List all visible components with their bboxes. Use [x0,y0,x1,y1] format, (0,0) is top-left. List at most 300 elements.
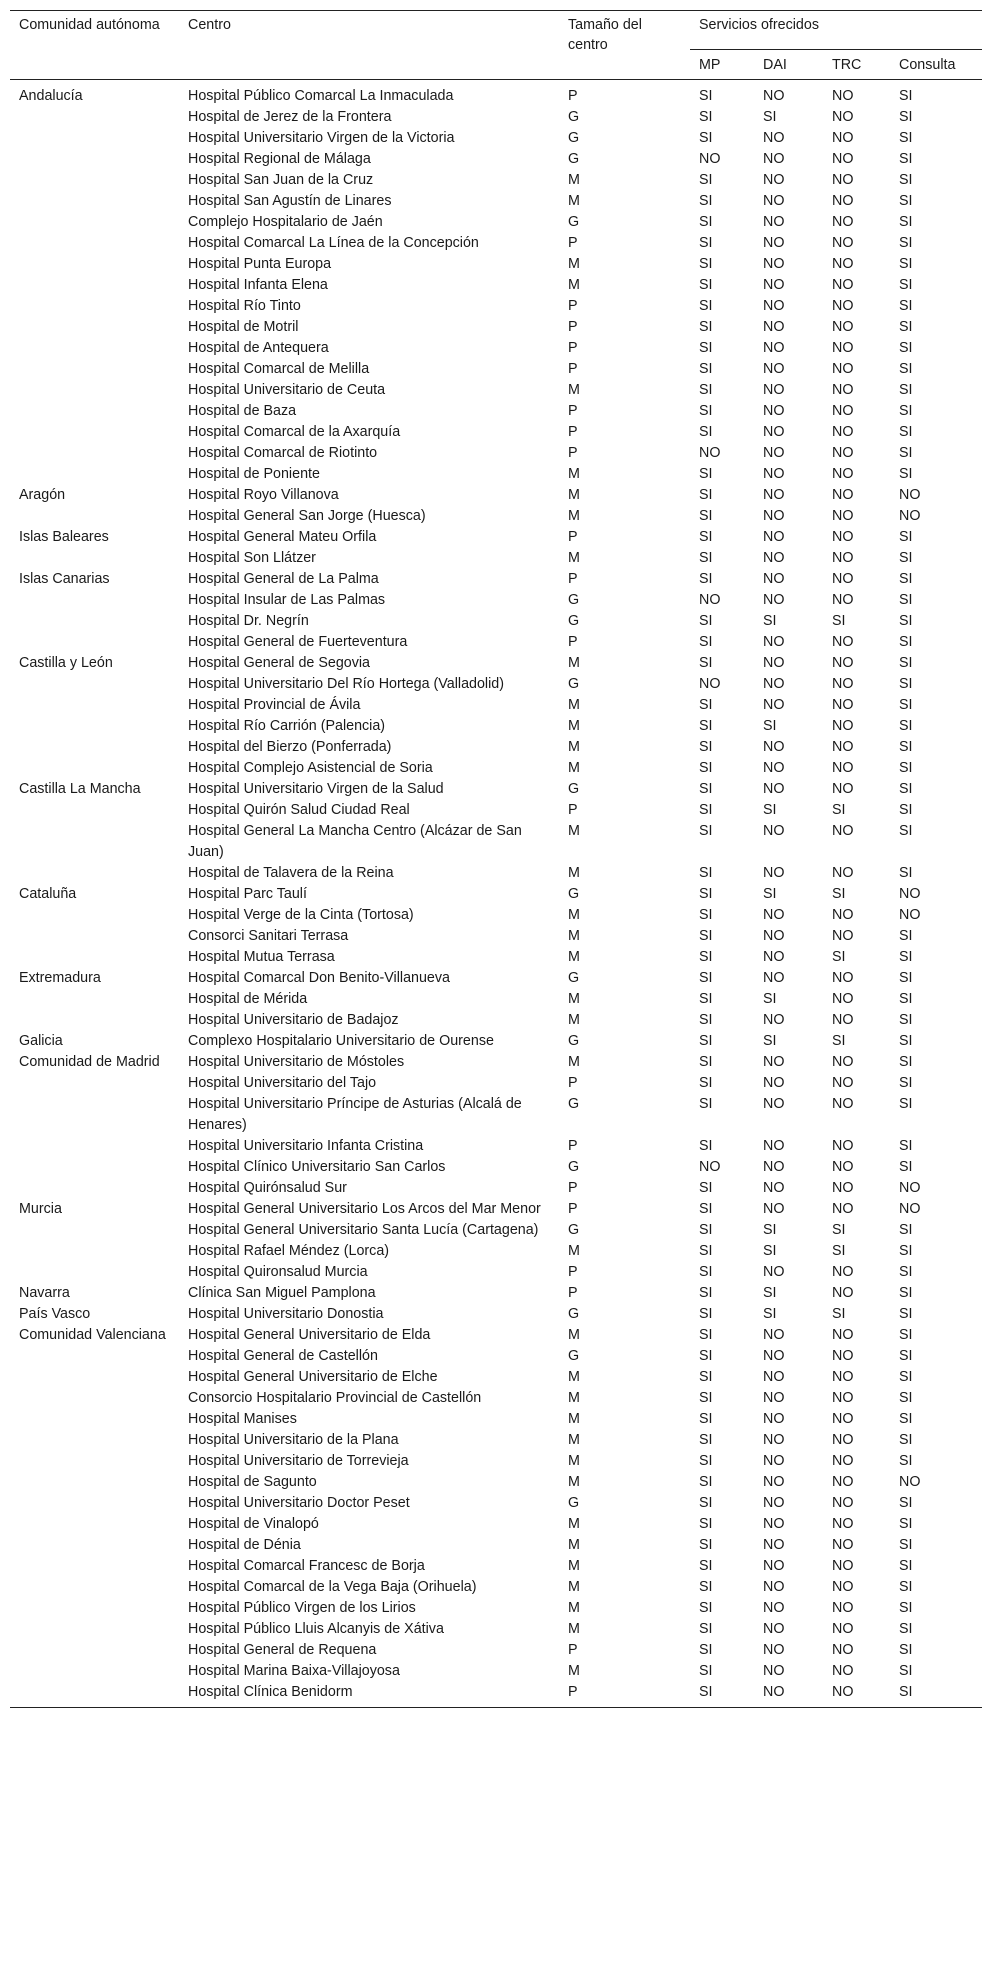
cell-size: G [568,970,580,986]
cell-size: G [568,214,580,230]
cell-size: M [568,907,580,923]
cell-trc: NO [832,172,854,188]
cell-community [10,359,179,380]
cell-center: Hospital Universitario de Móstoles [188,1054,405,1070]
cell-mp: SI [699,571,713,587]
cell-community [10,380,179,401]
cell-dai: NO [763,256,785,272]
cell-size: G [568,1159,580,1175]
cell-trc: NO [832,1579,854,1595]
cell-center: Hospital General Universitario Los Arcos del Mar Menor [188,1201,541,1217]
cell-dai: NO [763,1642,785,1658]
table-row [10,611,982,632]
cell-community: Extremadura [19,970,101,986]
table-row [10,1346,982,1367]
cell-trc: SI [832,802,846,818]
cell-mp: SI [699,760,713,776]
cell-size: M [568,949,580,965]
cell-size: M [568,1327,580,1343]
table-row [10,107,982,128]
cell-dai: NO [763,1558,785,1574]
cell-dai: NO [763,592,785,608]
table-row [10,863,982,884]
cell-community: Galicia [19,1033,63,1049]
cell-consulta: SI [899,424,913,440]
table-row [10,1178,982,1199]
cell-dai: NO [763,88,785,104]
cell-community: Navarra [19,1285,70,1301]
table-row [10,674,982,695]
cell-size: M [568,1516,580,1532]
table-body [10,80,982,1708]
cell-community [10,1220,179,1241]
cell-mp: SI [699,130,713,146]
table-row [10,464,982,485]
cell-size: P [568,1642,578,1658]
cell-center: Hospital Río Carrión (Palencia) [188,718,386,734]
cell-mp: SI [699,1033,713,1049]
cell-community [10,317,179,338]
cell-trc: NO [832,1012,854,1028]
cell-community: Comunidad de Madrid [19,1054,160,1070]
cell-community: Aragón [19,487,66,503]
cell-mp: SI [699,508,713,524]
table-row [10,296,982,317]
cell-center: Hospital General de Requena [188,1642,377,1658]
cell-dai: NO [763,1054,785,1070]
cell-consulta: SI [899,823,913,839]
cell-community [10,947,179,968]
cell-dai: NO [763,1537,785,1553]
header-consulta: Consulta [890,50,982,80]
cell-center: Hospital Son Llátzer [188,550,316,566]
cell-mp: SI [699,193,713,209]
cell-center: Hospital Público Lluis Alcanyis de Xátiva [188,1621,444,1637]
cell-community [10,926,179,947]
cell-community [10,107,179,128]
cell-trc: NO [832,1201,854,1217]
cell-size: M [568,172,580,188]
table-row [10,338,982,359]
cell-dai: NO [763,1600,785,1616]
cell-consulta: SI [899,865,913,881]
cell-consulta: SI [899,1075,913,1091]
cell-mp: SI [699,214,713,230]
cell-center: Hospital Universitario Infanta Cristina [188,1138,424,1154]
table-row [10,1262,982,1283]
cell-community [10,1430,179,1451]
cell-consulta: SI [899,739,913,755]
table-row [10,1304,982,1325]
cell-dai: NO [763,1453,785,1469]
cell-mp: SI [699,865,713,881]
cell-trc: SI [832,949,846,965]
cell-consulta: SI [899,760,913,776]
cell-community [10,275,179,296]
cell-dai: SI [763,718,777,734]
table-row [10,653,982,674]
cell-size: M [568,1432,580,1448]
cell-center: Hospital Comarcal La Línea de la Concepción [188,235,479,251]
cell-consulta: SI [899,634,913,650]
cell-size: G [568,781,580,797]
cell-trc: NO [832,634,854,650]
cell-mp: SI [699,172,713,188]
cell-community [10,1514,179,1535]
cell-trc: NO [832,1537,854,1553]
cell-center: Hospital Verge de la Cinta (Tortosa) [188,907,414,923]
cell-mp: SI [699,487,713,503]
cell-dai: NO [763,151,785,167]
table-row [10,1430,982,1451]
cell-consulta: SI [899,214,913,230]
cell-trc: NO [832,760,854,776]
cell-size: G [568,151,580,167]
cell-mp: SI [699,1537,713,1553]
cell-trc: NO [832,865,854,881]
cell-dai: NO [763,424,785,440]
cell-dai: NO [763,907,785,923]
cell-trc: NO [832,1474,854,1490]
cell-community: País Vasco [19,1306,91,1322]
cell-size: M [568,1411,580,1427]
cell-community [10,1367,179,1388]
cell-trc: NO [832,1516,854,1532]
cell-mp: SI [699,1579,713,1595]
cell-center: Clínica San Miguel Pamplona [188,1285,376,1301]
table-row [10,191,982,212]
table-row [10,1556,982,1577]
cell-center: Hospital Universitario Doctor Peset [188,1495,410,1511]
cell-consulta: SI [899,1054,913,1070]
cell-center: Hospital Punta Europa [188,256,332,272]
cell-dai: NO [763,340,785,356]
cell-mp: SI [699,886,713,902]
cell-center: Hospital San Juan de la Cruz [188,172,374,188]
cell-community [10,863,179,884]
cell-mp: NO [699,445,721,461]
cell-community [10,548,179,569]
cell-mp: SI [699,949,713,965]
cell-mp: SI [699,697,713,713]
cell-center: Hospital Comarcal de la Vega Baja (Orihuela) [188,1579,477,1595]
cell-mp: SI [699,1222,713,1238]
cell-consulta: SI [899,1537,913,1553]
cell-trc: NO [832,382,854,398]
cell-mp: SI [699,655,713,671]
cell-mp: SI [699,802,713,818]
cell-community [10,611,179,632]
cell-mp: SI [699,1621,713,1637]
table-row [10,170,982,191]
cell-trc: NO [832,1600,854,1616]
cell-center: Hospital Rafael Méndez (Lorca) [188,1243,390,1259]
cell-community [10,149,179,170]
table-row [10,1598,982,1619]
cell-community: Andalucía [19,88,83,104]
cell-trc: NO [832,1621,854,1637]
hospitals-table [10,10,982,1708]
cell-dai: NO [763,634,785,650]
table-header [10,11,982,80]
cell-size: M [568,739,580,755]
cell-mp: SI [699,970,713,986]
cell-center: Hospital Público Virgen de los Lirios [188,1600,416,1616]
cell-dai: NO [763,1621,785,1637]
cell-trc: NO [832,697,854,713]
table-row [10,1052,982,1073]
table-row [10,380,982,401]
cell-size: P [568,445,578,461]
cell-community [10,506,179,527]
cell-center: Hospital Quirónsalud Sur [188,1180,347,1196]
cell-community [10,1661,179,1682]
cell-dai: NO [763,1474,785,1490]
cell-center: Hospital de Jerez de la Frontera [188,109,392,125]
cell-size: P [568,1264,578,1280]
table-row [10,317,982,338]
cell-community: Cataluña [19,886,77,902]
cell-size: M [568,193,580,209]
cell-mp: SI [699,1180,713,1196]
cell-size: M [568,1012,580,1028]
cell-size: G [568,130,580,146]
table-row [10,149,982,170]
cell-community [10,989,179,1010]
cell-consulta: SI [899,151,913,167]
cell-center: Hospital de Antequera [188,340,329,356]
cell-community [10,716,179,737]
cell-center: Hospital Manises [188,1411,297,1427]
cell-mp: SI [699,1558,713,1574]
cell-size: P [568,529,578,545]
cell-mp: SI [699,1432,713,1448]
cell-center: Hospital General Universitario de Elche [188,1369,438,1385]
table-row [10,632,982,653]
cell-consulta: SI [899,802,913,818]
cell-trc: NO [832,1096,854,1112]
cell-consulta: SI [899,592,913,608]
cell-mp: SI [699,1306,713,1322]
cell-community: Castilla La Mancha [19,781,141,797]
table-row [10,1241,982,1262]
cell-consulta: SI [899,1516,913,1532]
cell-mp: SI [699,298,713,314]
cell-center: Hospital Comarcal Francesc de Borja [188,1558,425,1574]
cell-center: Hospital Público Comarcal La Inmaculada [188,88,454,104]
cell-dai: NO [763,1516,785,1532]
table-row [10,716,982,737]
cell-center: Hospital General de Segovia [188,655,370,671]
cell-mp: SI [699,1264,713,1280]
cell-consulta: NO [899,1201,921,1217]
cell-dai: NO [763,1180,785,1196]
cell-dai: NO [763,403,785,419]
cell-trc: NO [832,235,854,251]
cell-size: P [568,1285,578,1301]
cell-community: Islas Canarias [19,571,110,587]
cell-size: G [568,592,580,608]
cell-consulta: NO [899,1474,921,1490]
cell-size: P [568,361,578,377]
cell-size: G [568,1306,580,1322]
cell-size: P [568,634,578,650]
cell-size: M [568,487,580,503]
cell-community [10,128,179,149]
cell-dai: NO [763,823,785,839]
cell-dai: NO [763,193,785,209]
cell-dai: NO [763,949,785,965]
cell-size: M [568,865,580,881]
table-row [10,254,982,275]
cell-size: P [568,1075,578,1091]
cell-dai: NO [763,319,785,335]
cell-trc: NO [832,1663,854,1679]
cell-center: Hospital Quironsalud Murcia [188,1264,368,1280]
cell-dai: NO [763,130,785,146]
cell-trc: NO [832,1495,854,1511]
cell-consulta: SI [899,1348,913,1364]
cell-consulta: NO [899,1180,921,1196]
cell-size: M [568,1579,580,1595]
cell-trc: NO [832,1327,854,1343]
cell-consulta: SI [899,529,913,545]
cell-dai: SI [763,802,777,818]
cell-consulta: SI [899,1579,913,1595]
cell-trc: NO [832,1159,854,1175]
cell-dai: NO [763,1495,785,1511]
cell-center: Hospital Marina Baixa-Villajoyosa [188,1663,400,1679]
cell-consulta: NO [899,487,921,503]
cell-mp: SI [699,403,713,419]
cell-size: M [568,1369,580,1385]
cell-dai: NO [763,1579,785,1595]
cell-consulta: SI [899,949,913,965]
cell-trc: NO [832,466,854,482]
cell-size: P [568,403,578,419]
cell-mp: NO [699,592,721,608]
table-row [10,359,982,380]
cell-mp: SI [699,1474,713,1490]
cell-community [10,758,179,779]
header-trc: TRC [823,50,890,80]
cell-center: Hospital Parc Taulí [188,886,307,902]
cell-trc: SI [832,613,846,629]
cell-dai: NO [763,529,785,545]
cell-center: Hospital Dr. Negrín [188,613,309,629]
cell-mp: SI [699,319,713,335]
cell-trc: NO [832,1138,854,1154]
cell-dai: SI [763,1243,777,1259]
table-row [10,1283,982,1304]
cell-center: Hospital General Mateu Orfila [188,529,377,545]
cell-consulta: SI [899,550,913,566]
cell-community [10,1073,179,1094]
cell-community [10,737,179,758]
cell-size: M [568,928,580,944]
cell-dai: NO [763,445,785,461]
table-row [10,590,982,611]
cell-size: M [568,550,580,566]
header-mp: MP [690,50,754,80]
cell-mp: SI [699,1516,713,1532]
table-row [10,1472,982,1493]
cell-mp: SI [699,1285,713,1301]
cell-trc: NO [832,1390,854,1406]
cell-trc: NO [832,676,854,692]
cell-center: Hospital de Baza [188,403,297,419]
table-row [10,443,982,464]
table-row [10,212,982,233]
cell-community: Murcia [19,1201,62,1217]
cell-trc: NO [832,907,854,923]
cell-mp: SI [699,1075,713,1091]
cell-size: P [568,424,578,440]
cell-mp: SI [699,88,713,104]
cell-community [10,1640,179,1661]
cell-center: Hospital Universitario Príncipe de Asturias (Alcalá de Henares) [188,1096,522,1133]
cell-size: M [568,1600,580,1616]
table-row [10,128,982,149]
cell-mp: SI [699,109,713,125]
cell-consulta: SI [899,256,913,272]
cell-size: M [568,256,580,272]
cell-community [10,1346,179,1367]
cell-size: P [568,802,578,818]
cell-dai: NO [763,1663,785,1679]
cell-trc: SI [832,1222,846,1238]
cell-community [10,191,179,212]
cell-consulta: SI [899,781,913,797]
cell-mp: SI [699,235,713,251]
cell-community [10,1010,179,1031]
cell-trc: NO [832,1432,854,1448]
cell-consulta: SI [899,1642,913,1658]
cell-trc: NO [832,823,854,839]
cell-center: Hospital Universitario de Torrevieja [188,1453,409,1469]
cell-size: P [568,1180,578,1196]
cell-size: P [568,1201,578,1217]
cell-size: G [568,1096,580,1112]
cell-community [10,1388,179,1409]
table-row [10,1073,982,1094]
cell-consulta: SI [899,193,913,209]
cell-consulta: SI [899,1558,913,1574]
cell-community [10,632,179,653]
cell-center: Hospital Comarcal de la Axarquía [188,424,401,440]
cell-trc: NO [832,403,854,419]
cell-mp: SI [699,1390,713,1406]
cell-community: Castilla y León [19,655,113,671]
cell-dai: NO [763,361,785,377]
cell-dai: SI [763,109,777,125]
cell-center: Hospital Complejo Asistencial de Soria [188,760,433,776]
table-row [10,1409,982,1430]
cell-center: Hospital General San Jorge (Huesca) [188,508,426,524]
cell-dai: NO [763,1348,785,1364]
cell-trc: NO [832,151,854,167]
cell-mp: SI [699,277,713,293]
table-row [10,779,982,800]
cell-consulta: NO [899,508,921,524]
cell-dai: NO [763,487,785,503]
cell-consulta: SI [899,277,913,293]
cell-consulta: SI [899,1327,913,1343]
cell-trc: NO [832,1411,854,1427]
table-row [10,275,982,296]
cell-trc: NO [832,361,854,377]
cell-mp: SI [699,361,713,377]
